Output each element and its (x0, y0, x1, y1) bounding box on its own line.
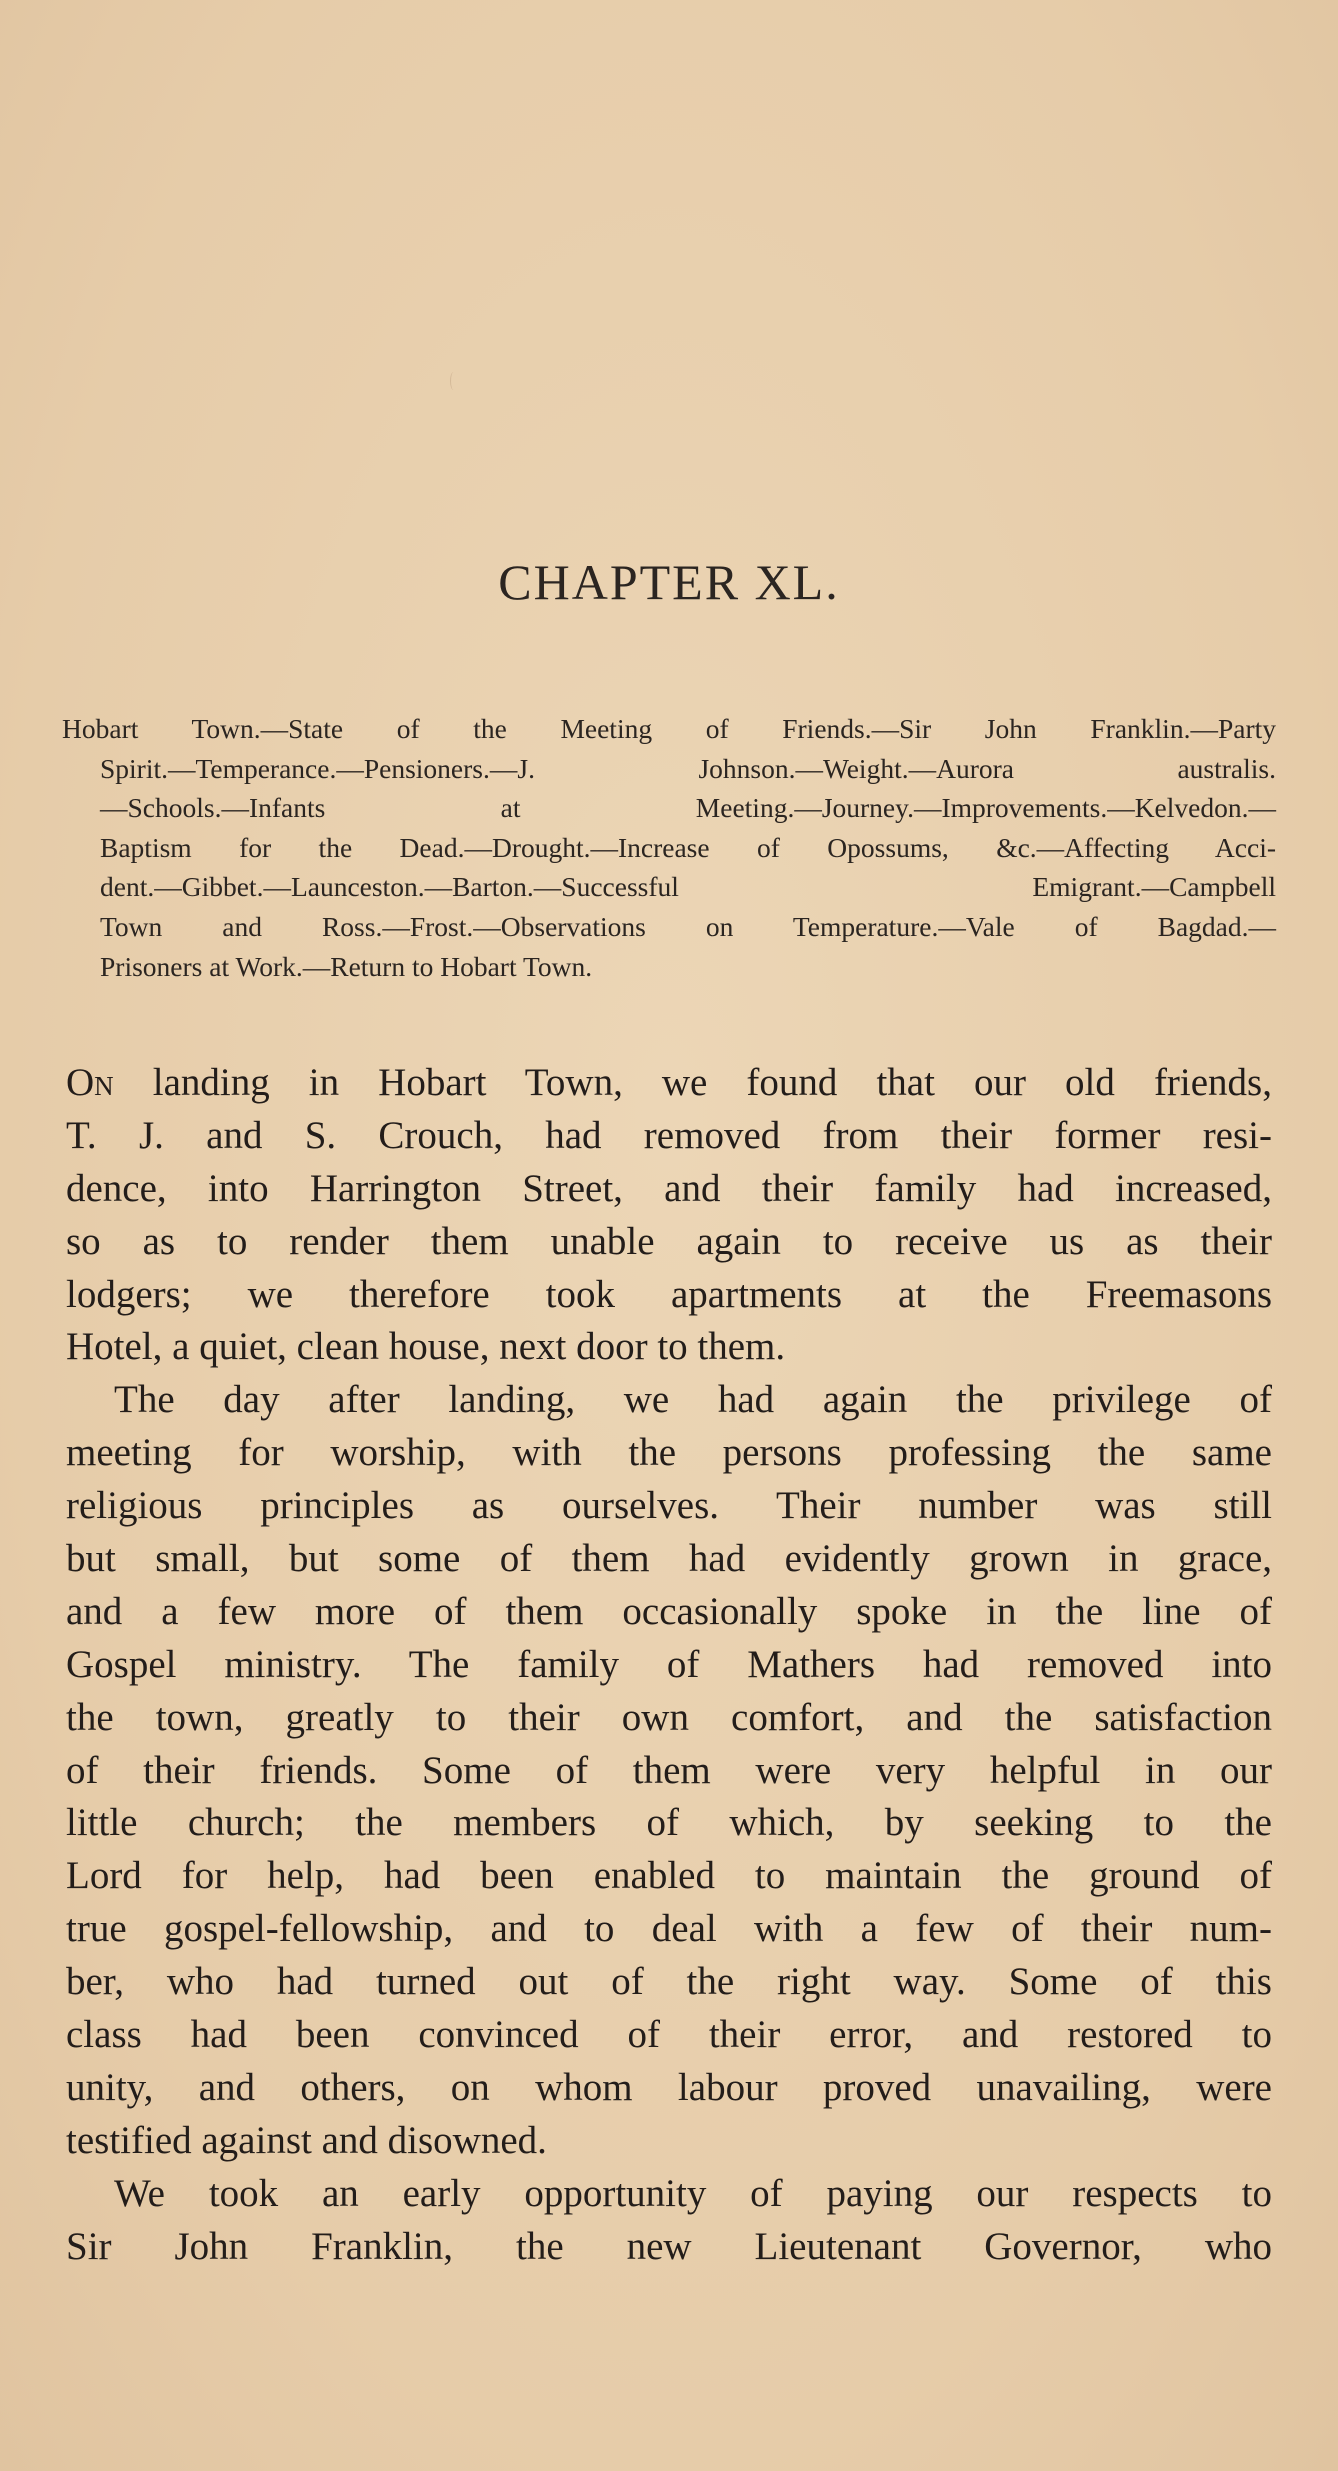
body-line: Sir John Franklin, the new Lieutenant Governor, who (66, 2224, 1272, 2268)
body-line: meeting for worship, with the persons professing the same (66, 1431, 1272, 1475)
synopsis-line: Baptism for the Dead.—Drought.—Increase of Opossums, &c.—Affecting Acci- (100, 831, 1276, 863)
body-line-first (66, 1057, 1272, 1110)
body-line: but small, but some of them had evidently grown in grace, (66, 1537, 1272, 1581)
synopsis-line: —Schools.—Infants at Meeting.—Journey.—Improvements.—Kelvedon.— (100, 792, 1276, 824)
body-line: unity, and others, on whom labour proved unavailing, were (66, 2065, 1272, 2109)
body-line: religious principles as ourselves. Their number was still (66, 1484, 1272, 1528)
body-line: class had been convinced of their error, and restored to (66, 2013, 1272, 2057)
synopsis-line: Spirit.—Temperance.—Pensioners.—J. Johnson.—Weight.—Aurora australis. (100, 752, 1276, 784)
body-line: ber, who had turned out of the right way. Some of this (66, 1960, 1272, 2004)
drop-word: On (66, 1061, 114, 1104)
synopsis-line: dent.—Gibbet.—Launceston.—Barton.—Successful Emigrant.—Campbell (100, 871, 1276, 903)
body-line: true gospel-fellowship, and to deal with a few of their num- (66, 1907, 1272, 1951)
body-line: Hotel, a quiet, clean house, next door to them. (66, 1325, 786, 1369)
body-text (66, 1057, 1272, 2273)
synopsis-line: Prisoners at Work.—Return to Hobart Town. (100, 950, 593, 982)
chapter-synopsis (62, 709, 1276, 986)
synopsis-line: Town and Ross.—Frost.—Observations on Temperature.—Vale of Bagdad.— (100, 910, 1276, 942)
body-line: lodgers; we therefore took apartments at the Freemasons (66, 1272, 1272, 1316)
body-line: Gospel ministry. The family of Mathers had removed into (66, 1642, 1272, 1686)
body-line: Lord for help, had been enabled to maintain the ground of (66, 1854, 1272, 1898)
body-line: dence, into Harrington Street, and their family had increased, (66, 1166, 1272, 1210)
body-line: little church; the members of which, by seeking to the (66, 1801, 1272, 1845)
body-line: the town, greatly to their own comfort, and the satisfaction (66, 1695, 1272, 1739)
body-line-first-rest: landing in Hobart Town, we found that our old friends, (113, 1061, 1272, 1104)
synopsis-line: Hobart Town.—State of the Meeting of Friends.—Sir John Franklin.—Party (62, 713, 1276, 744)
body-line: and a few more of them occasionally spoke in the line of (66, 1589, 1272, 1633)
body-line: We took an early opportunity of paying our respects to (114, 2171, 1272, 2215)
body-line: of their friends. Some of them were very helpful in our (66, 1748, 1272, 1792)
body-line: testified against and disowned. (66, 2118, 547, 2162)
body-line: T. J. and S. Crouch, had removed from their former resi- (66, 1113, 1272, 1157)
paper-blemish (450, 372, 457, 390)
chapter-title: CHAPTER XL. (498, 554, 840, 610)
body-line: The day after landing, we had again the privilege of (114, 1378, 1272, 1422)
body-line: so as to render them unable again to receive us as their (66, 1219, 1272, 1263)
